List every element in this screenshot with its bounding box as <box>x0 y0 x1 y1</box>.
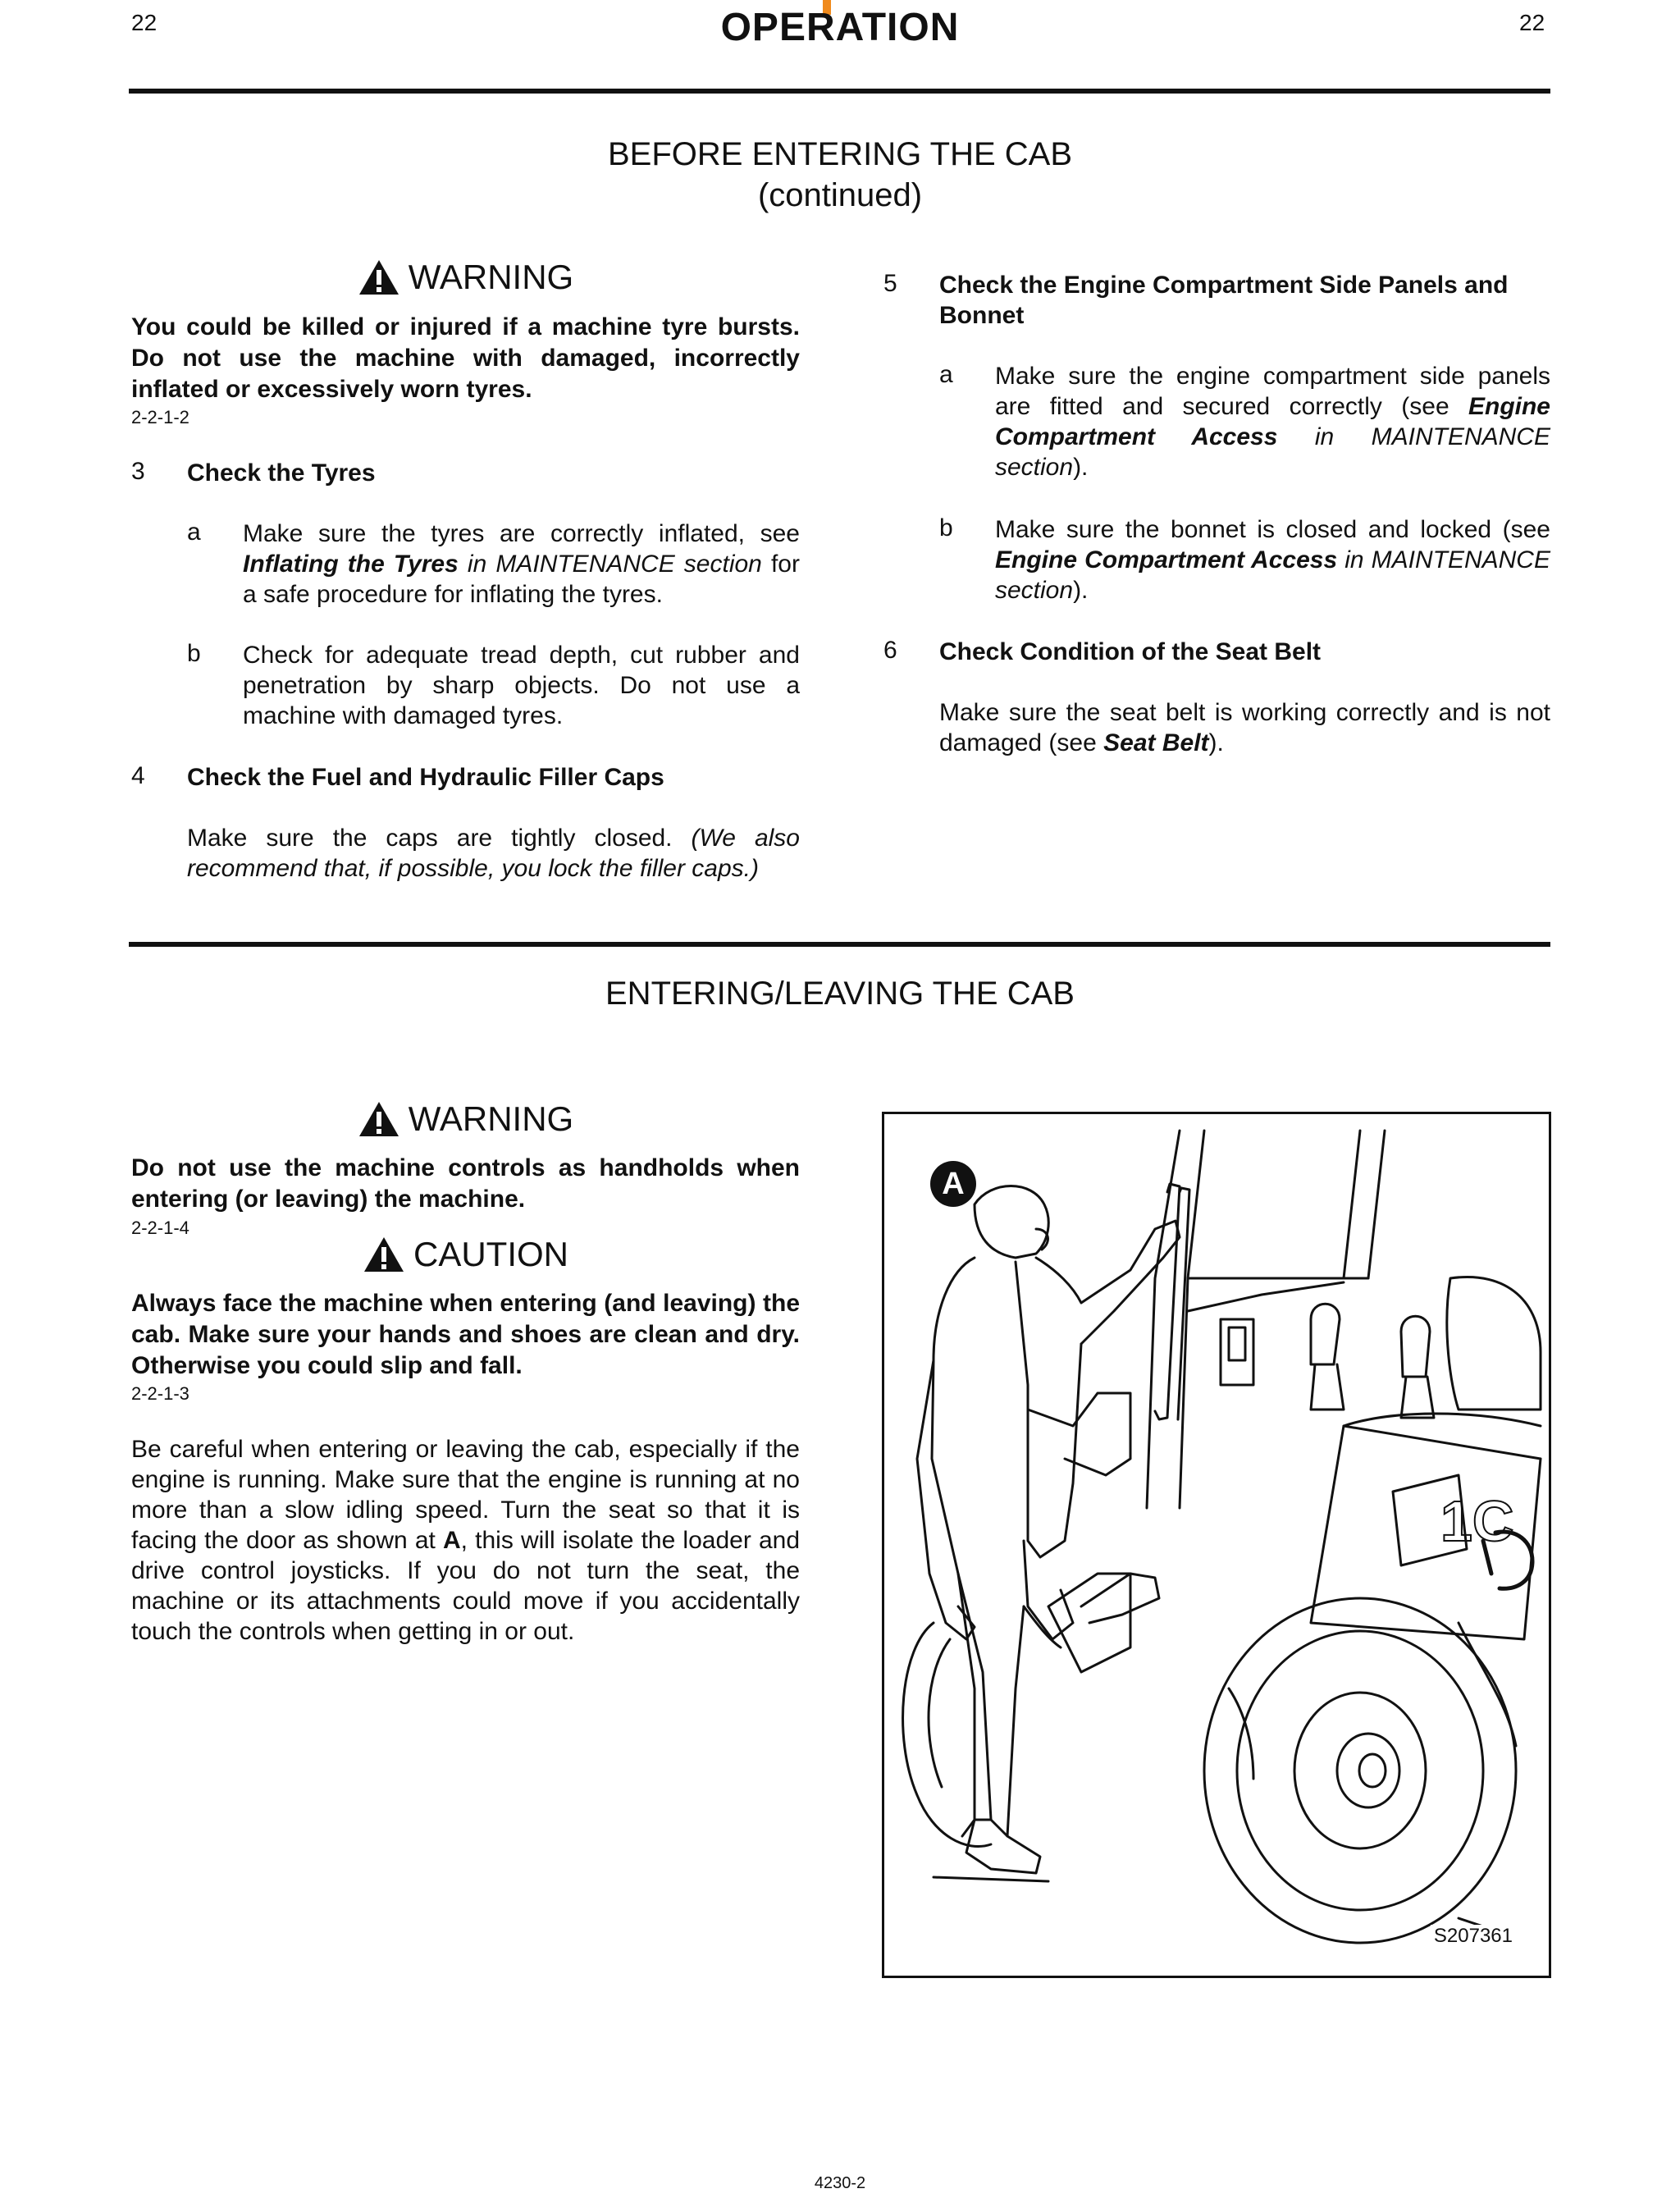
item-4-italic: (We also recommend that, if possible, you lock the filler caps.) <box>187 825 800 882</box>
page-number-right: 22 <box>1519 10 1545 35</box>
section-title-line1: BEFORE ENTERING THE CAB <box>607 136 1072 172</box>
item-5b-letter: b <box>939 514 953 541</box>
caution-heading <box>131 1235 800 1274</box>
item-5b-pre: Make sure the bonnet is closed and locked (see <box>995 516 1550 543</box>
caution-label: CAUTION <box>413 1235 568 1273</box>
caution-triangle-icon <box>363 1236 405 1273</box>
item-5b-text <box>995 514 1550 605</box>
item-number-3: 3 <box>131 458 145 485</box>
item-3a-letter: a <box>187 519 201 546</box>
figure-code: S207361 <box>1431 1925 1516 1948</box>
item-title-tyres: Check the Tyres <box>187 459 376 487</box>
item-6-ref: Seat Belt <box>1103 729 1209 756</box>
section2-title: ENTERING/LEAVING THE CAB <box>605 976 1075 1012</box>
machine-model-text: 1C <box>1440 1489 1514 1553</box>
item-title-filler-caps: Check the Fuel and Hydraulic Filler Caps <box>187 764 664 791</box>
item-3a-text <box>243 519 800 610</box>
item-5b-post: ). <box>1073 577 1089 604</box>
item-3a-pre: Make sure the tyres are correctly inflated, see <box>243 520 800 547</box>
item-title-seat-belt: Check Condition of the Seat Belt <box>939 638 1322 665</box>
body-paragraph <box>131 1434 800 1647</box>
item-number-5: 5 <box>883 270 897 297</box>
item-number-4: 4 <box>131 762 145 789</box>
item-4-text <box>187 823 800 884</box>
caution-text: Always face the machine when entering (and leaving) the cab. Make sure your hands and shoes are clean and dry. Otherwise you could slip and fall. <box>131 1290 800 1379</box>
body-pre: Be careful when entering or leaving the cab, especially if the engine is running. Make sure that the engine is running at no more than a slow idling speed. Turn the seat so that it is facing the door as shown at <box>131 1436 800 1554</box>
item-5a-post: ). <box>1073 454 1089 481</box>
page-number-left: 22 <box>131 10 158 35</box>
illustration-frame <box>882 1112 1551 1978</box>
warning2-heading <box>131 1099 800 1139</box>
item-number-6: 6 <box>883 637 897 664</box>
warning-text: You could be killed or injured if a machine tyre bursts. Do not use the machine with damaged, incorrectly inflated or excessively worn tyres. <box>131 313 800 403</box>
section-title-line2: (continued) <box>757 177 923 213</box>
header-rule <box>129 89 1550 94</box>
warning2-ref: 2-2-1-4 <box>131 1218 189 1238</box>
item-3a-section: in MAINTENANCE section <box>458 551 762 578</box>
item-5a-section: in MAINTENANCE section <box>995 423 1551 481</box>
item-6-pre: Make sure the seat belt is working correctly and is not damaged (see <box>939 699 1550 756</box>
warning-ref: 2-2-1-2 <box>131 407 189 427</box>
item-3a-post: for a safe procedure for inflating the tyres. <box>243 551 800 608</box>
warning2-text: Do not use the machine controls as handholds when entering (or leaving) the machine. <box>131 1154 800 1213</box>
body-post: , this will isolate the loader and drive control joysticks. If you do not turn the seat, the machine or its attachments could move if you accidentally touch the controls when getting in or out. <box>131 1527 800 1645</box>
item-3b-letter: b <box>187 640 201 667</box>
warning-label: WARNING <box>408 258 574 296</box>
section-title <box>0 134 1680 216</box>
item-5a-pre: Make sure the engine compartment side panels are fitted and secured correctly (see <box>995 363 1550 420</box>
body-figure-ref: A <box>443 1527 461 1554</box>
item-5a-text <box>995 361 1550 482</box>
figure-label-badge: A <box>930 1161 976 1207</box>
warning2-label: WARNING <box>408 1099 574 1138</box>
item-6-text <box>939 697 1550 758</box>
warning-triangle-icon <box>358 1100 400 1138</box>
caution-ref: 2-2-1-3 <box>131 1383 189 1404</box>
item-5a-letter: a <box>939 361 953 388</box>
item-3b-text: Check for adequate tread depth, cut rubber and penetration by sharp objects. Do not use a machine with damaged tyres. <box>243 642 800 729</box>
item-5b-section: in MAINTENANCE section <box>995 546 1550 604</box>
document-number: 4230-2 <box>814 2174 866 2192</box>
item-5a-ref: Engine Compartment Access <box>995 393 1550 450</box>
operator-entering-cab-illustration <box>884 1114 1549 1976</box>
item-5b-ref: Engine Compartment Access <box>995 546 1338 573</box>
item-6-post: ). <box>1208 729 1224 756</box>
item-4-plain: Make sure the caps are tightly closed. <box>187 825 692 852</box>
item-3a-ref: Inflating the Tyres <box>243 551 459 578</box>
page-title: OPERATION <box>720 6 960 49</box>
warning-heading <box>131 258 800 297</box>
warning-triangle-icon <box>358 258 400 296</box>
section-rule <box>129 942 1550 947</box>
item-title-engine-panels: Check the Engine Compartment Side Panels and Bonnet <box>939 272 1509 329</box>
